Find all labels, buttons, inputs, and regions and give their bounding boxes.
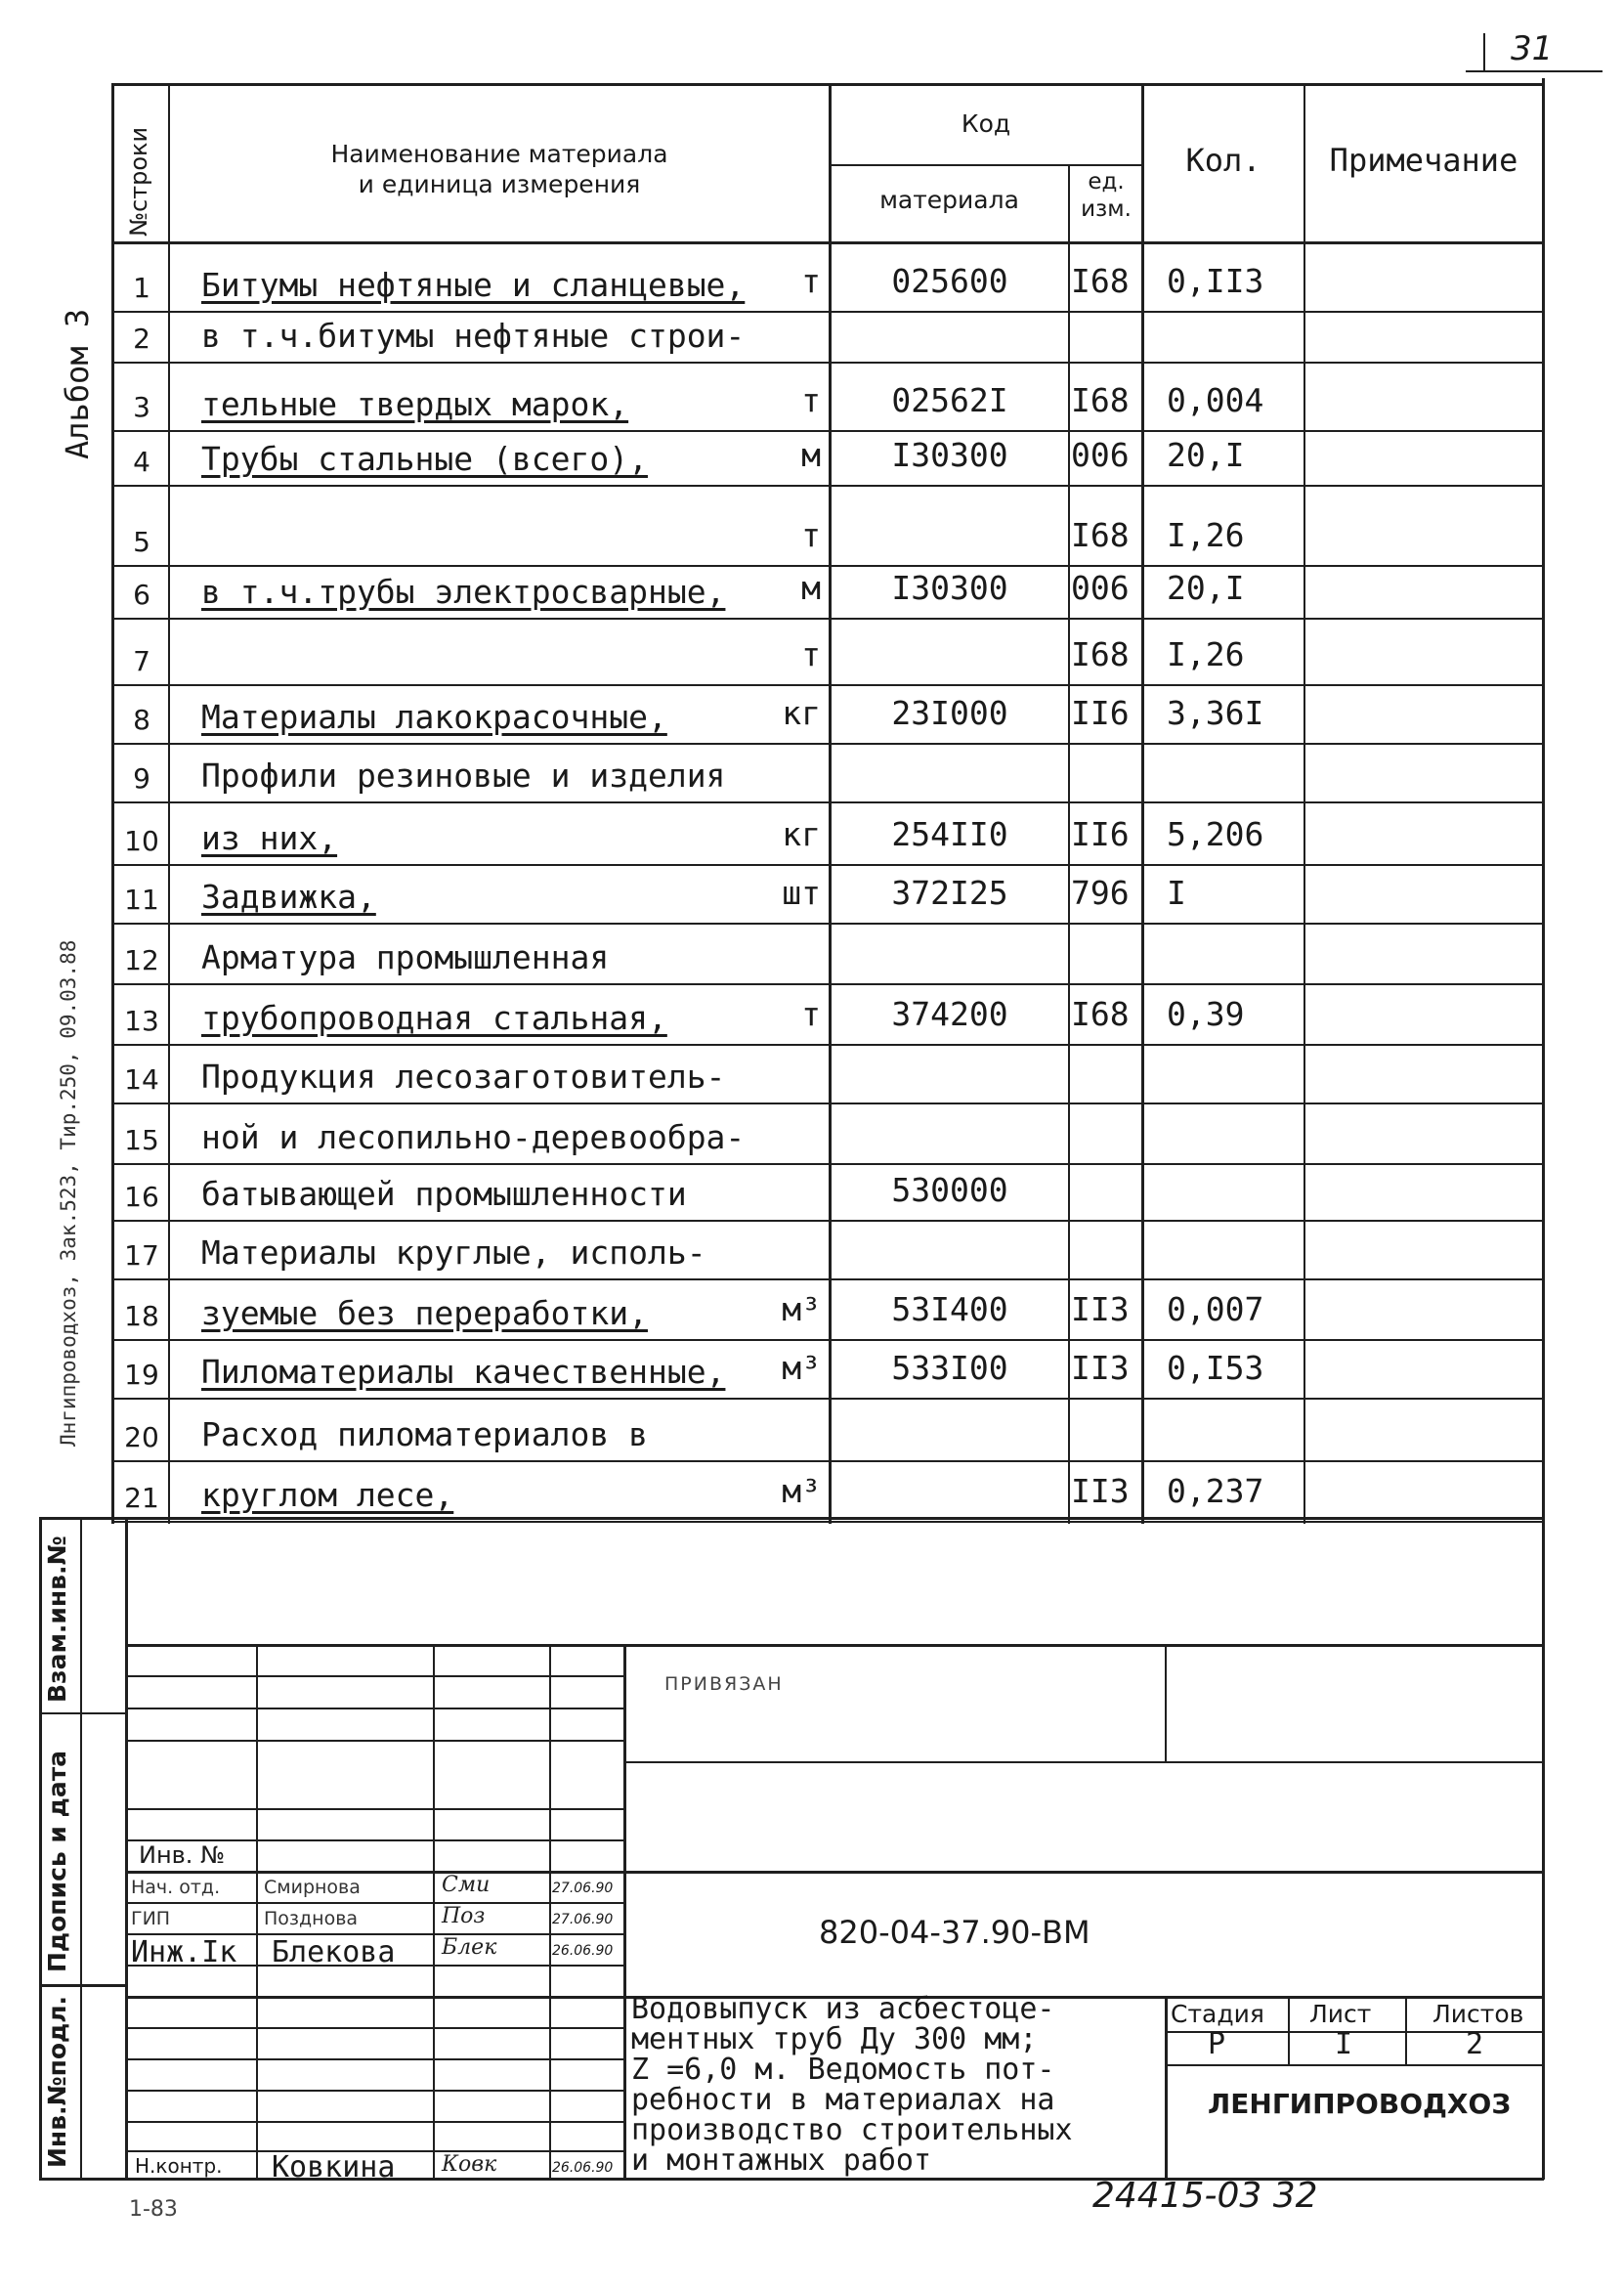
signature-2: Поз — [442, 1904, 486, 1928]
control-date: 26.06.90 — [552, 2160, 614, 2176]
person-name-2: Позднова — [264, 1908, 359, 1929]
row-number: 19 — [124, 1359, 159, 1391]
row-rule — [111, 1044, 1545, 1046]
table-right-border — [1542, 78, 1545, 2180]
unit-code: II6 — [1071, 815, 1130, 853]
row-rule — [111, 983, 1545, 985]
row-rule — [111, 430, 1545, 432]
header-code-unit — [1070, 168, 1142, 223]
unit-of-measure: т — [801, 262, 821, 300]
row-number: 20 — [124, 1421, 159, 1453]
person-role-2: ГИП — [131, 1908, 171, 1929]
person-date-2: 27.06.90 — [552, 1912, 614, 1927]
tb-col-2 — [433, 1644, 435, 2180]
sheet-number: 31 — [1511, 29, 1554, 68]
tb-privyazan-rule — [625, 1761, 1544, 1763]
unit-code: II3 — [1071, 1349, 1130, 1387]
desc-line-2: ментных труб Ду 300 мм; — [631, 2022, 1038, 2056]
row-rule — [111, 1163, 1545, 1165]
material-code: 374200 — [891, 995, 1008, 1033]
unit-of-measure: шт — [782, 874, 821, 912]
signature-date-label: Пдопись и дата — [43, 1750, 71, 1972]
desc-line-4: ребности в материалах на — [631, 2083, 1055, 2117]
material-name: Материалы лакокрасочные, — [201, 698, 667, 736]
row-number: 12 — [124, 944, 159, 976]
row-rule — [111, 1398, 1545, 1400]
material-code: 530000 — [891, 1171, 1008, 1209]
header-note: Примечание — [1329, 142, 1518, 179]
unit-code: II3 — [1071, 1472, 1130, 1510]
row-rule — [111, 801, 1545, 803]
stamp-sep-2 — [39, 1984, 127, 1987]
row-rule — [111, 618, 1545, 620]
quantity: I,26 — [1167, 516, 1245, 554]
table-left-border — [111, 83, 114, 1524]
col-sep-rownum — [168, 83, 170, 1524]
sheet-label: Лист — [1309, 2000, 1372, 2028]
page-number-bar — [1483, 33, 1485, 72]
sheets-value: 2 — [1466, 2027, 1484, 2061]
unit-code: 796 — [1071, 874, 1130, 912]
quantity: 3,36I — [1167, 694, 1264, 732]
stage-value: Р — [1208, 2027, 1226, 2061]
material-name: Материалы круглые, исполь- — [201, 1233, 706, 1272]
person-role-3: Инж.Iк — [131, 1935, 237, 1969]
unit-of-measure: т — [801, 516, 821, 554]
desc-line-6: и монтажных работ — [631, 2143, 932, 2178]
unit-of-measure: т — [801, 635, 821, 673]
row-number: 8 — [133, 704, 150, 736]
row-number: 15 — [124, 1124, 159, 1156]
row-rule — [111, 1278, 1545, 1280]
material-code: 025600 — [891, 262, 1008, 300]
unit-code: 006 — [1071, 436, 1130, 474]
sheet-value: I — [1335, 2027, 1353, 2061]
material-name: Расход пиломатериалов в — [201, 1415, 648, 1453]
stamp-right-border — [125, 1517, 128, 2180]
header-code: Код — [961, 109, 1011, 138]
quantity: 0,237 — [1167, 1472, 1264, 1510]
signature-3: Блек — [442, 1935, 497, 1960]
unit-code: I68 — [1071, 995, 1130, 1033]
row-rule — [111, 743, 1545, 745]
material-code: 02562I — [891, 381, 1008, 419]
tb-stage-sep-2 — [1405, 1996, 1407, 2066]
quantity: I,26 — [1167, 635, 1245, 673]
material-name: зуемые без переработки, — [201, 1294, 648, 1332]
header-bottom-rule — [111, 241, 1545, 244]
row-number: 14 — [124, 1063, 159, 1096]
unit-of-measure: м — [801, 569, 821, 607]
person-name-3: Блекова — [272, 1935, 396, 1969]
footer-left: 1-83 — [129, 2197, 178, 2222]
quantity: 20,I — [1167, 569, 1245, 607]
person-name-1: Смирнова — [264, 1877, 361, 1898]
material-code: I30300 — [891, 436, 1008, 474]
header-name — [170, 139, 829, 199]
material-name: Задвижка, — [201, 878, 376, 916]
material-code: 372I25 — [891, 874, 1008, 912]
tb-col-4 — [623, 1644, 626, 2180]
tb-stage-col — [1165, 1996, 1168, 2180]
quantity: 0,004 — [1167, 381, 1264, 419]
row-number: 3 — [133, 391, 150, 423]
sheets-label: Листов — [1432, 2000, 1524, 2028]
material-name: Профили резиновые и изделия — [201, 757, 726, 795]
tb-col-1 — [256, 1644, 258, 2180]
row-rule — [111, 565, 1545, 567]
unit-of-measure: м³ — [782, 1472, 821, 1510]
desc-line-5: производство строительных — [631, 2113, 1073, 2147]
header-code-unit-line2: изм. — [1081, 196, 1132, 222]
row-number: 17 — [124, 1239, 159, 1272]
person-role-1: Нач. отд. — [131, 1877, 221, 1898]
unit-code: II3 — [1071, 1290, 1130, 1328]
table-top-border — [111, 83, 1545, 86]
row-number: 1 — [133, 272, 150, 304]
control-signature: Ковк — [442, 2152, 497, 2177]
footer-right: 24415-03 32 — [1092, 2176, 1318, 2216]
unit-of-measure: м³ — [782, 1349, 821, 1387]
unit-of-measure: кг — [782, 815, 821, 853]
row-rule — [111, 1339, 1545, 1341]
material-name: Арматура промышленная — [201, 938, 610, 976]
album-label: Альбом 3 — [59, 308, 96, 459]
tb-top-rule — [127, 1644, 1544, 1647]
header-name-line2: и единица измерения — [358, 170, 641, 198]
row-rule — [111, 864, 1545, 866]
material-code: 23I000 — [891, 694, 1008, 732]
quantity: 20,I — [1167, 436, 1245, 474]
top-line — [1466, 70, 1603, 72]
col-sep-qty — [1303, 83, 1305, 1524]
row-number: 18 — [124, 1300, 159, 1332]
material-name: батывающей промышленности — [201, 1175, 687, 1213]
stage-label: Стадия — [1171, 2000, 1264, 2028]
unit-code: I68 — [1071, 635, 1130, 673]
material-code: 53I400 — [891, 1290, 1008, 1328]
document-code: 820-04-37.90-ВМ — [819, 1914, 1090, 1951]
unit-of-measure: кг — [782, 694, 821, 732]
header-code-unit-line1: ед. — [1088, 169, 1125, 195]
row-rule — [111, 923, 1545, 925]
material-name: Продукция лесозаготовитель- — [201, 1058, 726, 1096]
material-code: I30300 — [891, 569, 1008, 607]
desc-line-1: Водовыпуск из асбестоце- — [631, 1992, 1055, 2026]
unit-of-measure: м — [801, 436, 821, 474]
privyazan-label: ПРИВЯЗАН — [664, 1673, 784, 1695]
header-row-number: №строки — [125, 126, 152, 237]
quantity: 0,007 — [1167, 1290, 1264, 1328]
material-name: ной и лесопильно-деревообра- — [201, 1118, 746, 1156]
row-rule — [111, 1103, 1545, 1104]
material-name: Пиломатериалы качественные, — [201, 1353, 726, 1391]
row-number: 13 — [124, 1005, 159, 1037]
row-rule — [111, 1521, 1545, 1523]
page-bottom-border — [39, 2178, 1544, 2181]
material-name: Битумы нефтяные и сланцевые, — [201, 266, 746, 304]
row-rule — [111, 485, 1545, 487]
material-name: трубопроводная стальная, — [201, 999, 667, 1037]
inv-no-label: Инв. № — [139, 1841, 226, 1869]
vzam-inv-label: Взам.инв.№ — [43, 1535, 71, 1703]
unit-code: II6 — [1071, 694, 1130, 732]
signature-1: Сми — [442, 1873, 491, 1897]
tb-stage-rule-2 — [1165, 2064, 1544, 2066]
row-number: 21 — [124, 1482, 159, 1514]
tb-stage-sep-1 — [1288, 1996, 1290, 2066]
material-name: тельные твердых марок, — [201, 385, 629, 423]
unit-code: I68 — [1071, 516, 1130, 554]
row-number: 16 — [124, 1181, 159, 1213]
code-header-split — [829, 164, 1143, 166]
unit-of-measure: т — [801, 995, 821, 1033]
tb-rule-full — [127, 1871, 1544, 1874]
row-rule — [111, 1220, 1545, 1222]
document-description — [631, 1994, 1073, 2176]
material-name: Трубы стальные (всего), — [201, 440, 648, 478]
stamp-left-border — [39, 1517, 42, 2180]
row-number: 11 — [124, 884, 159, 916]
stamp-inner-border — [80, 1517, 82, 2180]
row-rule — [111, 684, 1545, 686]
person-date-3: 26.06.90 — [552, 1943, 614, 1959]
quantity: 5,206 — [1167, 815, 1264, 853]
col-sep-unit — [1141, 83, 1144, 1524]
row-rule — [111, 1460, 1545, 1462]
material-name: в т.ч.битумы нефтяные строи- — [201, 317, 746, 355]
row-number: 10 — [124, 825, 159, 857]
row-number: 4 — [133, 446, 150, 478]
row-number: 7 — [133, 645, 150, 677]
quantity: 0,II3 — [1167, 262, 1264, 300]
row-number: 9 — [133, 762, 150, 795]
person-date-1: 27.06.90 — [552, 1881, 614, 1896]
row-rule — [111, 311, 1545, 313]
control-role: Н.контр. — [135, 2154, 223, 2178]
organization-name: ЛЕНГИПРОВОДХОЗ — [1208, 2088, 1512, 2120]
material-code: 533I00 — [891, 1349, 1008, 1387]
header-qty: Кол. — [1185, 142, 1261, 179]
material-code: 254II0 — [891, 815, 1008, 853]
unit-code: I68 — [1071, 262, 1130, 300]
quantity: 0,I53 — [1167, 1349, 1264, 1387]
printer-imprint: Лнгипроводхоз, Зак.523, Тир.250, 09.03.88 — [57, 939, 80, 1447]
control-name: Ковкина — [272, 2150, 396, 2184]
stamp-sep-1 — [39, 1712, 127, 1714]
quantity: 0,39 — [1167, 995, 1245, 1033]
unit-code: 006 — [1071, 569, 1130, 607]
quantity: I — [1167, 874, 1186, 912]
header-code-material: материала — [879, 186, 1019, 214]
unit-of-measure: т — [801, 381, 821, 419]
tb-privyazan-col — [1165, 1644, 1167, 1761]
unit-code: I68 — [1071, 381, 1130, 419]
header-name-line1: Наименование материала — [330, 140, 668, 168]
tb-col-3 — [549, 1644, 551, 2180]
material-name: в т.ч.трубы электросварные, — [201, 573, 726, 611]
row-number: 2 — [133, 323, 150, 355]
stamp-top-border — [39, 1517, 1544, 1520]
row-rule — [111, 362, 1545, 364]
row-number: 6 — [133, 579, 150, 611]
row-number: 5 — [133, 526, 150, 558]
unit-of-measure: м³ — [782, 1290, 821, 1328]
material-name: из них, — [201, 819, 338, 857]
desc-line-3: Z =6,0 м. Ведомость пот- — [631, 2053, 1055, 2087]
inv-podl-label: Инв.№подл. — [43, 1995, 71, 2168]
material-name: круглом лесе, — [201, 1476, 454, 1514]
